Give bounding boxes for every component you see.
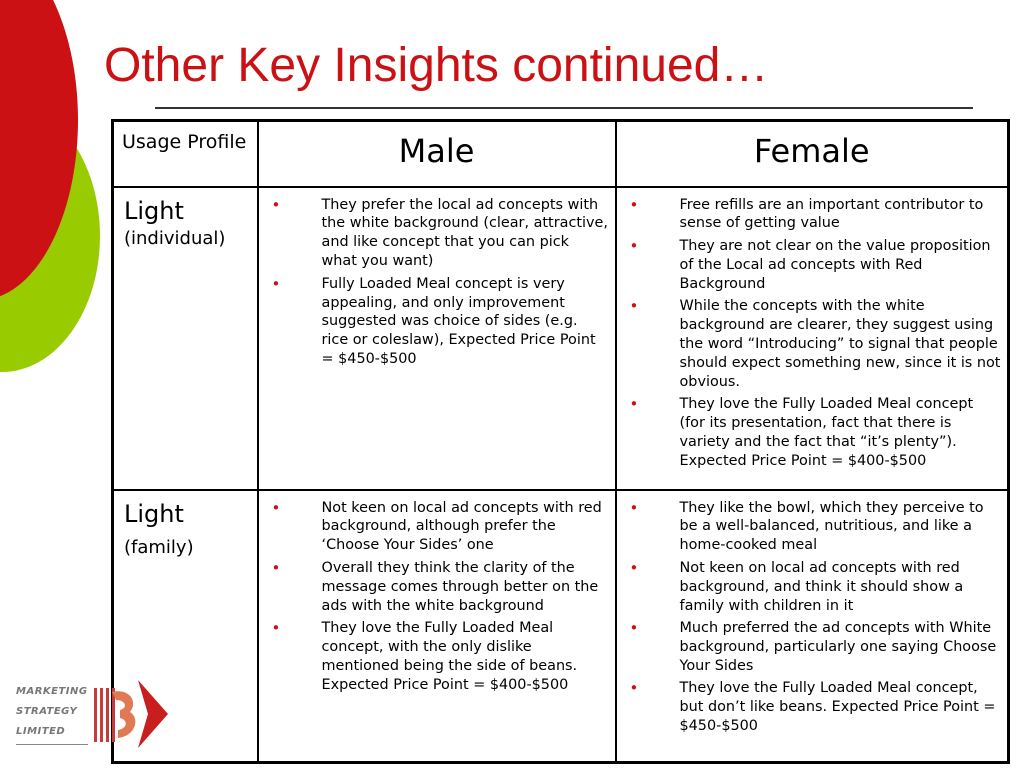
logo-line-3: LIMITED <box>16 726 66 737</box>
list-item: • Overall they think the clarity of the message comes through better on the ads with the white background <box>269 559 609 616</box>
logo-line-1: MARKETING <box>16 686 88 697</box>
list-item: • They love the Fully Loaded Meal concept (for its presentation, fact that there is variety and the fact that “it’s plenty”). Expected Price Point = $400-$500 <box>627 395 1002 471</box>
marketing-strategy-logo <box>16 678 176 748</box>
logo-underline <box>16 744 88 745</box>
header-usage-profile: Usage Profile <box>113 121 258 187</box>
male-insights-cell <box>258 490 616 763</box>
list-item: • While the concepts with the white background are clearer, they suggest using the word “Introducing” to signal that people should expect something new, since it is not obvious. <box>627 297 1002 392</box>
table-row-light-family <box>113 490 1009 763</box>
insights-table <box>111 119 1010 764</box>
logo-line-2: STRATEGY <box>16 706 78 717</box>
female-insights-cell <box>616 490 1009 763</box>
list-item: • Free refills are an important contributor to sense of getting value <box>627 196 1002 234</box>
list-item: • Fully Loaded Meal concept is very appealing, and only improvement suggested was choice of sides (e.g. rice or coleslaw), Expected Price Point = $450-$500 <box>269 275 609 370</box>
list-item: • They prefer the local ad concepts with the white background (clear, attractive, and like concept that you can pick what you want) <box>269 196 609 272</box>
profile-subtitle: (family) <box>124 536 194 558</box>
list-item: • They love the Fully Loaded Meal concept, but don’t like beans. Expected Price Point = $450-$500 <box>627 679 1002 736</box>
table-header-row <box>113 121 1009 187</box>
profile-name: Light <box>124 196 184 225</box>
male-insights-list <box>259 188 615 370</box>
page-title: Other Key Insights continued… <box>104 39 769 92</box>
profile-subtitle: (individual) <box>124 227 226 249</box>
list-item: • Not keen on local ad concepts with red background, although prefer the ‘Choose Your Sides’ one <box>269 499 609 556</box>
list-item: • They are not clear on the value proposition of the Local ad concepts with Red Background <box>627 237 1002 294</box>
header-male: Male <box>258 121 616 187</box>
female-insights-cell <box>616 187 1009 490</box>
list-item: • They love the Fully Loaded Meal concept, with the only dislike mentioned being the side of beans. Expected Price Point = $400-$500 <box>269 619 609 695</box>
profile-name: Light <box>124 499 184 528</box>
female-insights-list <box>617 188 1008 471</box>
male-insights-cell <box>258 187 616 490</box>
logo-mark-icon <box>90 678 180 750</box>
header-female: Female <box>616 121 1009 187</box>
female-insights-list <box>617 491 1008 736</box>
list-item: • Much preferred the ad concepts with White background, particularly one saying Choose Your Sides <box>627 619 1002 676</box>
title-divider <box>155 107 973 109</box>
table-row-light-individual <box>113 187 1009 490</box>
list-item: • They like the bowl, which they perceive to be a well-balanced, nutritious, and like a home-cooked meal <box>627 499 1002 556</box>
list-item: • Not keen on local ad concepts with red background, and think it should show a family with children in it <box>627 559 1002 616</box>
male-insights-list <box>259 491 615 695</box>
profile-cell <box>113 187 258 490</box>
